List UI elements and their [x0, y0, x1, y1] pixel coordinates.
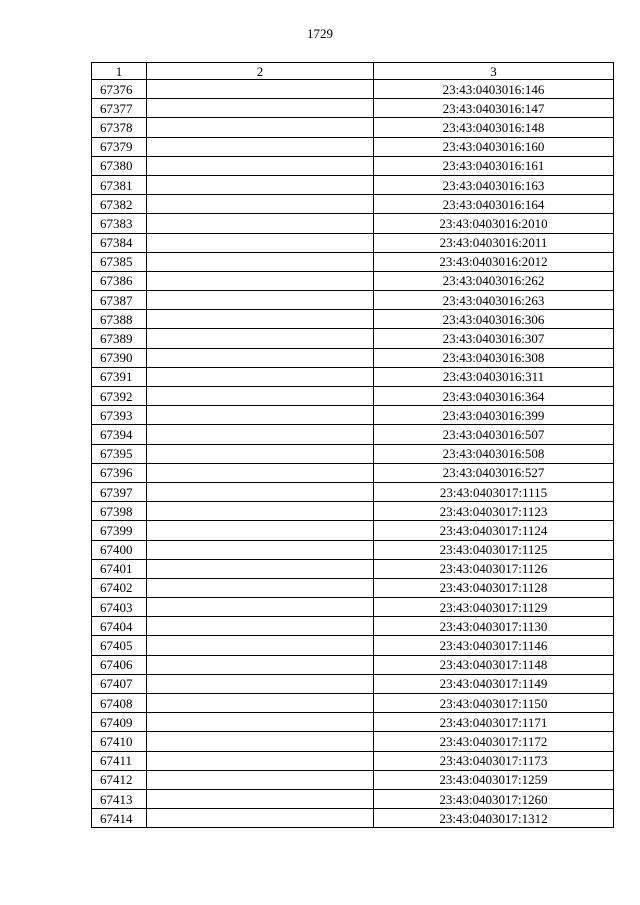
table-row — [92, 713, 614, 732]
table-header — [92, 63, 614, 80]
column-2-cell — [147, 617, 374, 636]
row-number-cell: 67404 — [92, 617, 147, 636]
cadastral-number-cell: 23:43:0403017:1312 — [374, 809, 614, 828]
column-2-cell — [147, 175, 374, 194]
column-2-cell — [147, 521, 374, 540]
row-number-cell: 67387 — [92, 291, 147, 310]
cadastral-number-cell: 23:43:0403016:311 — [374, 367, 614, 386]
table-body — [92, 80, 614, 828]
column-2-cell — [147, 348, 374, 367]
row-number-cell: 67378 — [92, 118, 147, 137]
column-2-cell — [147, 809, 374, 828]
table-row — [92, 502, 614, 521]
column-2-cell — [147, 789, 374, 808]
table-row — [92, 310, 614, 329]
column-2-cell — [147, 732, 374, 751]
cadastral-number-cell: 23:43:0403017:1124 — [374, 521, 614, 540]
column-2-cell — [147, 713, 374, 732]
cadastral-number-cell: 23:43:0403017:1149 — [374, 674, 614, 693]
row-number-cell: 67386 — [92, 271, 147, 290]
table-row — [92, 521, 614, 540]
column-2-cell — [147, 770, 374, 789]
row-number-cell: 67399 — [92, 521, 147, 540]
table-row — [92, 559, 614, 578]
row-number-cell: 67393 — [92, 406, 147, 425]
column-2-cell — [147, 80, 374, 99]
row-number-cell: 67392 — [92, 387, 147, 406]
cadastral-number-cell: 23:43:0403016:308 — [374, 348, 614, 367]
table-row — [92, 329, 614, 348]
cadastral-number-cell: 23:43:0403016:161 — [374, 156, 614, 175]
column-2-cell — [147, 99, 374, 118]
row-number-cell: 67380 — [92, 156, 147, 175]
table-row — [92, 751, 614, 770]
cadastral-number-cell: 23:43:0403016:147 — [374, 99, 614, 118]
row-number-cell: 67398 — [92, 502, 147, 521]
row-number-cell: 67381 — [92, 175, 147, 194]
column-2-cell — [147, 578, 374, 597]
column-2-cell — [147, 444, 374, 463]
row-number-cell: 67395 — [92, 444, 147, 463]
row-number-cell: 67389 — [92, 329, 147, 348]
header-col-1: 1 — [92, 63, 147, 80]
row-number-cell: 67401 — [92, 559, 147, 578]
cadastral-number-cell: 23:43:0403016:508 — [374, 444, 614, 463]
cadastral-number-cell: 23:43:0403017:1173 — [374, 751, 614, 770]
column-2-cell — [147, 329, 374, 348]
column-2-cell — [147, 367, 374, 386]
cadastral-number-cell: 23:43:0403017:1171 — [374, 713, 614, 732]
column-2-cell — [147, 482, 374, 501]
column-2-cell — [147, 694, 374, 713]
cadastral-number-cell: 23:43:0403016:399 — [374, 406, 614, 425]
cadastral-number-cell: 23:43:0403016:164 — [374, 195, 614, 214]
table-row — [92, 175, 614, 194]
cadastral-number-cell: 23:43:0403017:1130 — [374, 617, 614, 636]
column-2-cell — [147, 214, 374, 233]
row-number-cell: 67383 — [92, 214, 147, 233]
row-number-cell: 67410 — [92, 732, 147, 751]
cadastral-number-cell: 23:43:0403017:1150 — [374, 694, 614, 713]
page-number: 1729 — [307, 26, 333, 41]
table-row — [92, 463, 614, 482]
column-2-cell — [147, 233, 374, 252]
table-row — [92, 674, 614, 693]
cadastral-number-cell: 23:43:0403016:2012 — [374, 252, 614, 271]
table-row — [92, 252, 614, 271]
row-number-cell: 67394 — [92, 425, 147, 444]
row-number-cell: 67396 — [92, 463, 147, 482]
column-2-cell — [147, 502, 374, 521]
column-2-cell — [147, 271, 374, 290]
cadastral-number-cell: 23:43:0403016:146 — [374, 80, 614, 99]
register-table — [91, 62, 614, 828]
table-row — [92, 598, 614, 617]
table-row — [92, 425, 614, 444]
row-number-cell: 67403 — [92, 598, 147, 617]
column-2-cell — [147, 636, 374, 655]
column-2-cell — [147, 425, 374, 444]
table-row — [92, 655, 614, 674]
row-number-cell: 67397 — [92, 482, 147, 501]
column-2-cell — [147, 310, 374, 329]
table-row — [92, 291, 614, 310]
table-row — [92, 348, 614, 367]
cadastral-number-cell: 23:43:0403016:364 — [374, 387, 614, 406]
row-number-cell: 67391 — [92, 367, 147, 386]
column-2-cell — [147, 751, 374, 770]
table-row — [92, 732, 614, 751]
column-2-cell — [147, 674, 374, 693]
cadastral-number-cell: 23:43:0403016:2010 — [374, 214, 614, 233]
row-number-cell: 67382 — [92, 195, 147, 214]
table-row — [92, 482, 614, 501]
table-row — [92, 233, 614, 252]
cadastral-number-cell: 23:43:0403017:1128 — [374, 578, 614, 597]
table-row — [92, 137, 614, 156]
row-number-cell: 67414 — [92, 809, 147, 828]
table-row — [92, 578, 614, 597]
table-row — [92, 406, 614, 425]
cadastral-number-cell: 23:43:0403017:1172 — [374, 732, 614, 751]
cadastral-number-cell: 23:43:0403016:306 — [374, 310, 614, 329]
row-number-cell: 67377 — [92, 99, 147, 118]
column-2-cell — [147, 156, 374, 175]
row-number-cell: 67408 — [92, 694, 147, 713]
table-row — [92, 809, 614, 828]
column-2-cell — [147, 655, 374, 674]
column-2-cell — [147, 559, 374, 578]
table-row — [92, 99, 614, 118]
table-row — [92, 80, 614, 99]
row-number-cell: 67411 — [92, 751, 147, 770]
cadastral-number-cell: 23:43:0403017:1260 — [374, 789, 614, 808]
cadastral-number-cell: 23:43:0403017:1123 — [374, 502, 614, 521]
cadastral-number-cell: 23:43:0403016:160 — [374, 137, 614, 156]
column-2-cell — [147, 406, 374, 425]
cadastral-number-cell: 23:43:0403017:1148 — [374, 655, 614, 674]
column-2-cell — [147, 137, 374, 156]
row-number-cell: 67388 — [92, 310, 147, 329]
row-number-cell: 67390 — [92, 348, 147, 367]
row-number-cell: 67400 — [92, 540, 147, 559]
column-2-cell — [147, 463, 374, 482]
cadastral-number-cell: 23:43:0403016:263 — [374, 291, 614, 310]
row-number-cell: 67413 — [92, 789, 147, 808]
header-row — [92, 63, 614, 80]
header-col-3: 3 — [374, 63, 614, 80]
cadastral-number-cell: 23:43:0403017:1129 — [374, 598, 614, 617]
column-2-cell — [147, 291, 374, 310]
column-2-cell — [147, 118, 374, 137]
column-2-cell — [147, 387, 374, 406]
row-number-cell: 67412 — [92, 770, 147, 789]
cadastral-number-cell: 23:43:0403017:1126 — [374, 559, 614, 578]
table-row — [92, 367, 614, 386]
table-row — [92, 636, 614, 655]
table-row — [92, 195, 614, 214]
cadastral-number-cell: 23:43:0403016:163 — [374, 175, 614, 194]
cadastral-number-cell: 23:43:0403016:2011 — [374, 233, 614, 252]
row-number-cell: 67402 — [92, 578, 147, 597]
cadastral-number-cell: 23:43:0403016:262 — [374, 271, 614, 290]
table-row — [92, 156, 614, 175]
row-number-cell: 67376 — [92, 80, 147, 99]
row-number-cell: 67406 — [92, 655, 147, 674]
column-2-cell — [147, 540, 374, 559]
row-number-cell: 67384 — [92, 233, 147, 252]
table-row — [92, 540, 614, 559]
cadastral-number-cell: 23:43:0403017:1115 — [374, 482, 614, 501]
column-2-cell — [147, 598, 374, 617]
cadastral-number-cell: 23:43:0403016:307 — [374, 329, 614, 348]
table-row — [92, 789, 614, 808]
row-number-cell: 67379 — [92, 137, 147, 156]
cadastral-number-cell: 23:43:0403017:1125 — [374, 540, 614, 559]
cadastral-number-cell: 23:43:0403016:507 — [374, 425, 614, 444]
row-number-cell: 67407 — [92, 674, 147, 693]
column-2-cell — [147, 252, 374, 271]
cadastral-number-cell: 23:43:0403016:527 — [374, 463, 614, 482]
table-row — [92, 387, 614, 406]
table-row — [92, 770, 614, 789]
table-row — [92, 214, 614, 233]
row-number-cell: 67385 — [92, 252, 147, 271]
header-col-2: 2 — [147, 63, 374, 80]
column-2-cell — [147, 195, 374, 214]
cadastral-number-cell: 23:43:0403017:1259 — [374, 770, 614, 789]
table-row — [92, 271, 614, 290]
table-row — [92, 444, 614, 463]
table-row — [92, 617, 614, 636]
row-number-cell: 67409 — [92, 713, 147, 732]
table-row — [92, 694, 614, 713]
table-row — [92, 118, 614, 137]
cadastral-number-cell: 23:43:0403017:1146 — [374, 636, 614, 655]
row-number-cell: 67405 — [92, 636, 147, 655]
cadastral-number-cell: 23:43:0403016:148 — [374, 118, 614, 137]
